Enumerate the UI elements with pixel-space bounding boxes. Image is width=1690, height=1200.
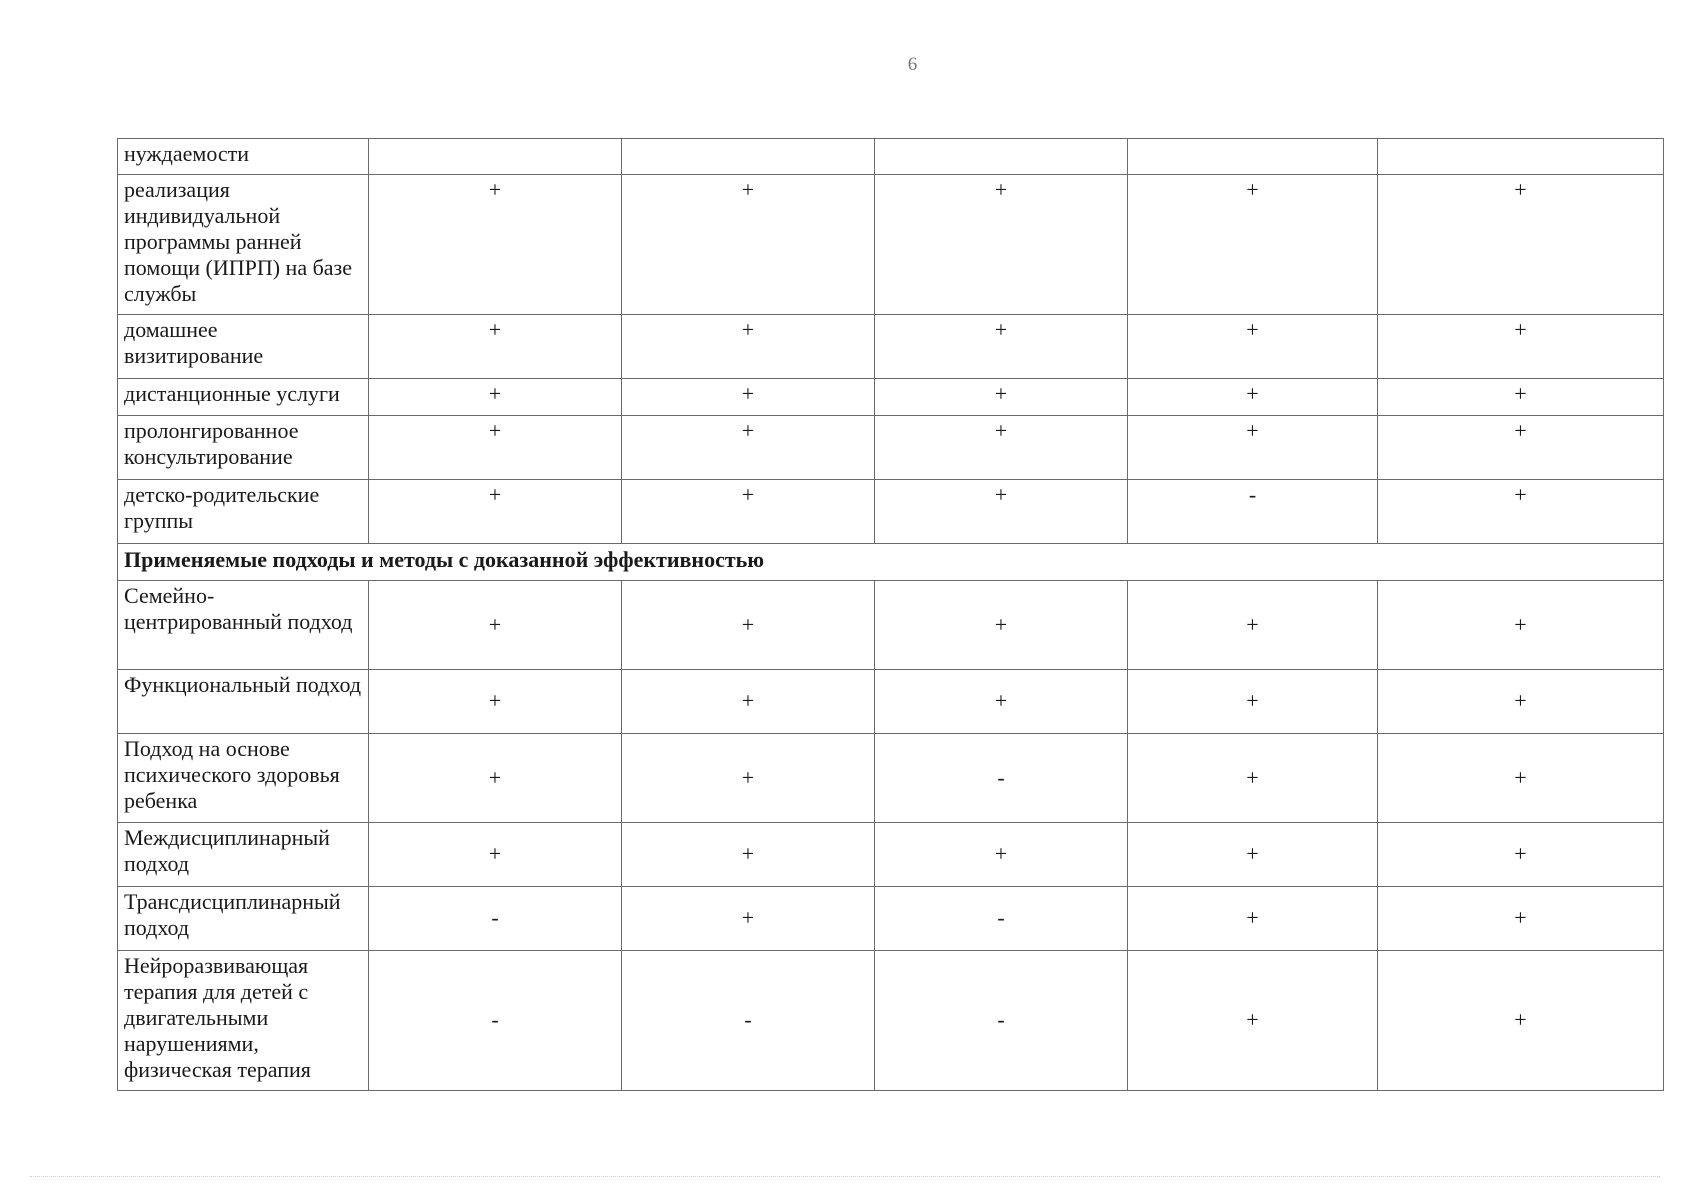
cell-mark: +: [1378, 480, 1664, 544]
cell-mark: +: [1128, 734, 1378, 823]
row-label: Подход на основе психического здоровья ребенка: [118, 734, 369, 823]
cell-mark: +: [875, 581, 1128, 670]
cell-mark: +: [875, 670, 1128, 734]
cell-mark: +: [622, 823, 875, 887]
table-row: [118, 734, 1664, 823]
cell-mark: +: [1128, 951, 1378, 1091]
cell-mark: +: [875, 480, 1128, 544]
row-label: Междисциплинарный подход: [118, 823, 369, 887]
cell-mark: +: [622, 379, 875, 416]
cell-mark: -: [875, 887, 1128, 951]
cell-mark: +: [369, 823, 622, 887]
row-label: дистанционные услуги: [118, 379, 369, 416]
cell-mark: +: [622, 887, 875, 951]
cell-mark: +: [369, 480, 622, 544]
section-header-row: [118, 544, 1664, 581]
table-row: [118, 581, 1664, 670]
row-label: Семейно-центрированный подход: [118, 581, 369, 670]
row-label: пролонгированное консультирование: [118, 416, 369, 480]
cell-mark: +: [1128, 315, 1378, 379]
row-label: детско-родительские группы: [118, 480, 369, 544]
row-label: Трансдисциплинарный подход: [118, 887, 369, 951]
cell-mark: +: [1378, 315, 1664, 379]
cell-mark: +: [875, 416, 1128, 480]
cell-mark: [1378, 139, 1664, 175]
cell-mark: +: [369, 416, 622, 480]
cell-mark: +: [1378, 416, 1664, 480]
cell-mark: +: [1378, 951, 1664, 1091]
cell-mark: +: [1128, 416, 1378, 480]
cell-mark: +: [622, 416, 875, 480]
table-row: [118, 887, 1664, 951]
cell-mark: +: [1128, 379, 1378, 416]
cell-mark: +: [1128, 823, 1378, 887]
cell-mark: -: [875, 951, 1128, 1091]
cell-mark: -: [369, 951, 622, 1091]
cell-mark: -: [369, 887, 622, 951]
cell-mark: +: [1128, 887, 1378, 951]
services-table: [117, 138, 1664, 1091]
section-header: Применяемые подходы и методы с доказанной эффективностью: [118, 544, 1664, 581]
cell-mark: +: [369, 175, 622, 315]
cell-mark: +: [369, 379, 622, 416]
table-row: [118, 175, 1664, 315]
cell-mark: +: [875, 379, 1128, 416]
cell-mark: -: [1128, 480, 1378, 544]
page-number: 6: [907, 54, 918, 75]
cell-mark: +: [622, 734, 875, 823]
row-label: домашнее визитирование: [118, 315, 369, 379]
cell-mark: -: [875, 734, 1128, 823]
row-label: Функциональный подход: [118, 670, 369, 734]
cell-mark: +: [622, 315, 875, 379]
table-row: [118, 139, 1664, 175]
cell-mark: +: [369, 734, 622, 823]
table-row: [118, 670, 1664, 734]
cell-mark: +: [1378, 887, 1664, 951]
cell-mark: +: [1128, 670, 1378, 734]
table-row: [118, 379, 1664, 416]
cell-mark: +: [622, 480, 875, 544]
cell-mark: +: [1378, 175, 1664, 315]
cell-mark: +: [622, 175, 875, 315]
cell-mark: +: [1128, 175, 1378, 315]
cell-mark: +: [369, 315, 622, 379]
cell-mark: +: [1378, 581, 1664, 670]
cell-mark: [369, 139, 622, 175]
cell-mark: +: [1378, 823, 1664, 887]
cell-mark: +: [875, 315, 1128, 379]
cell-mark: +: [622, 581, 875, 670]
row-label: реализация индивидуальной программы ранней помощи (ИПРП) на базе службы: [118, 175, 369, 315]
table-row: [118, 951, 1664, 1091]
cell-mark: [622, 139, 875, 175]
cell-mark: [1128, 139, 1378, 175]
cell-mark: +: [369, 670, 622, 734]
cell-mark: [875, 139, 1128, 175]
cell-mark: +: [622, 670, 875, 734]
cell-mark: +: [875, 823, 1128, 887]
cell-mark: -: [622, 951, 875, 1091]
cell-mark: +: [1378, 670, 1664, 734]
cell-mark: +: [875, 175, 1128, 315]
table-row: [118, 823, 1664, 887]
row-label: Нейроразвивающая терапия для детей с двигательными нарушениями, физическая терапия: [118, 951, 369, 1091]
cell-mark: +: [1378, 379, 1664, 416]
table-row: [118, 315, 1664, 379]
table-row: [118, 416, 1664, 480]
scan-edge-divider: [30, 1176, 1660, 1177]
cell-mark: +: [1378, 734, 1664, 823]
row-label: нуждаемости: [118, 139, 369, 175]
table-row: [118, 480, 1664, 544]
cell-mark: +: [369, 581, 622, 670]
cell-mark: +: [1128, 581, 1378, 670]
